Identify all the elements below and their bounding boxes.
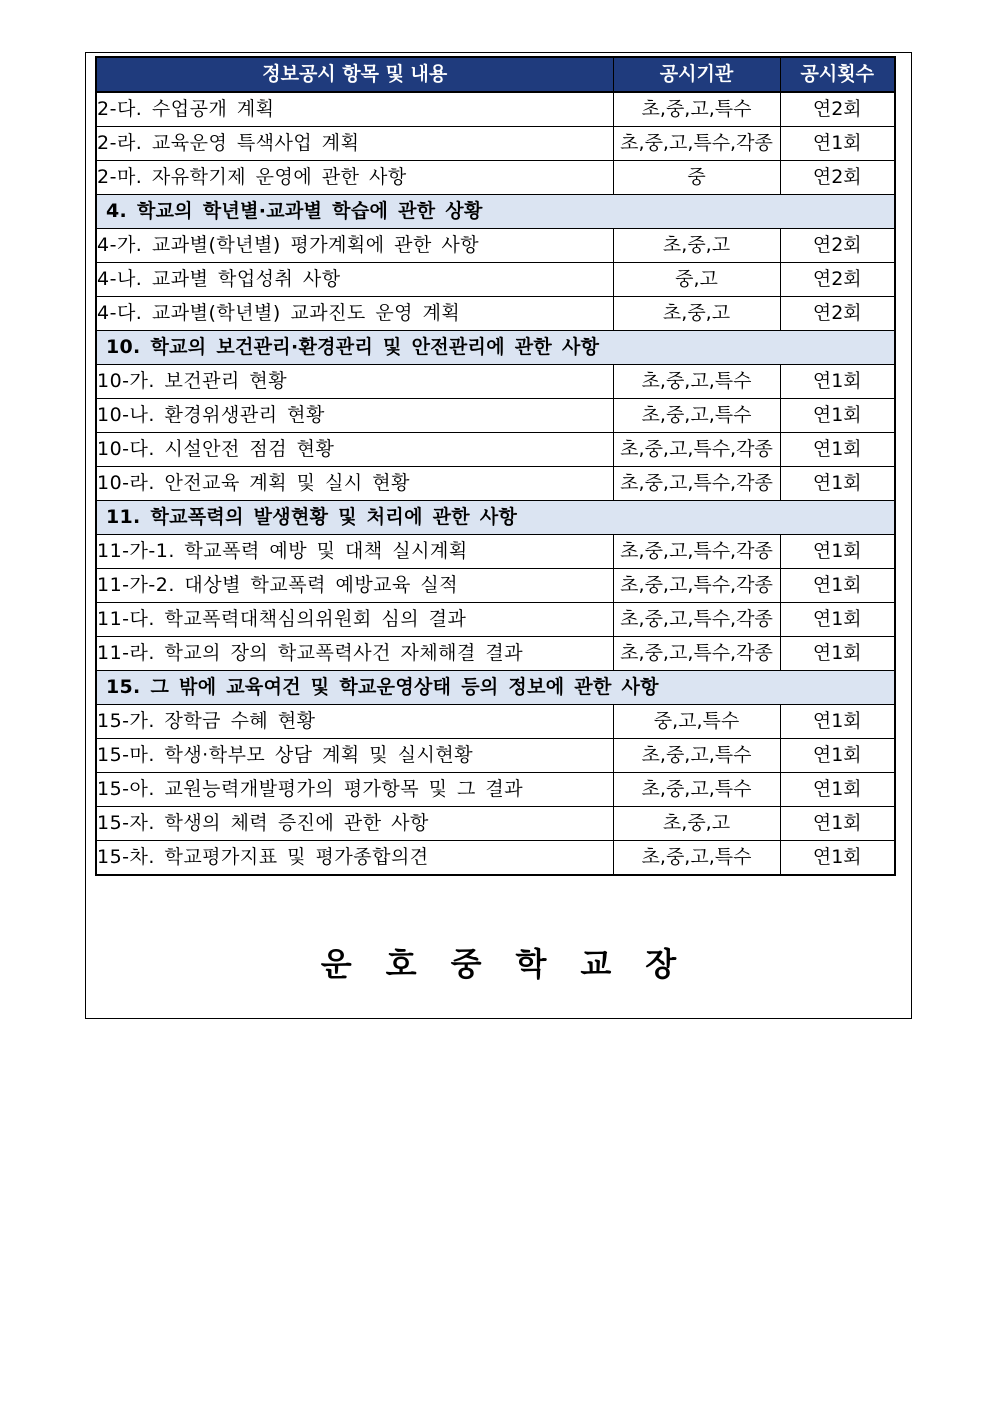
item-label: 15-자. 학생의 체력 증진에 관한 사항 [96,807,613,841]
disclosure-table [95,56,896,876]
item-label: 10-다. 시설안전 점검 현황 [96,433,613,467]
table-header-row [96,57,895,92]
item-frequency: 연1회 [780,705,895,739]
item-agency: 초,중,고,특수,각종 [613,637,780,671]
item-frequency: 연1회 [780,807,895,841]
section-title: 15. 그 밖에 교육여건 및 학교운영상태 등의 정보에 관한 사항 [96,671,895,705]
item-agency: 초,중,고,특수 [613,841,780,876]
item-agency: 중 [613,161,780,195]
table-row [96,807,895,841]
item-label: 11-가-2. 대상별 학교폭력 예방교육 실적 [96,569,613,603]
item-label: 10-라. 안전교육 계획 및 실시 현황 [96,467,613,501]
item-label: 15-마. 학생·학부모 상담 계획 및 실시현황 [96,739,613,773]
item-frequency: 연2회 [780,297,895,331]
item-label: 10-가. 보건관리 현황 [96,365,613,399]
section-title: 4. 학교의 학년별·교과별 학습에 관한 상황 [96,195,895,229]
item-frequency: 연1회 [780,127,895,161]
item-frequency: 연2회 [780,229,895,263]
item-frequency: 연2회 [780,92,895,127]
item-agency: 중,고 [613,263,780,297]
table-row [96,467,895,501]
item-label: 15-아. 교원능력개발평가의 평가항목 및 그 결과 [96,773,613,807]
item-agency: 초,중,고,특수 [613,92,780,127]
table-row [96,297,895,331]
item-label: 15-차. 학교평가지표 및 평가종합의견 [96,841,613,876]
table-row [96,637,895,671]
item-label: 2-마. 자유학기제 운영에 관한 사항 [96,161,613,195]
item-label: 4-가. 교과별(학년별) 평가계획에 관한 사항 [96,229,613,263]
table-row [96,535,895,569]
table-row [96,841,895,876]
item-agency: 초,중,고,특수 [613,399,780,433]
table-row [96,569,895,603]
item-label: 4-다. 교과별(학년별) 교과진도 운영 계획 [96,297,613,331]
item-agency: 초,중,고,특수 [613,365,780,399]
item-frequency: 연1회 [780,569,895,603]
item-frequency: 연1회 [780,603,895,637]
item-frequency: 연2회 [780,161,895,195]
table-row [96,365,895,399]
item-agency: 중,고,특수 [613,705,780,739]
item-label: 15-가. 장학금 수혜 현황 [96,705,613,739]
section-row [96,671,895,705]
item-frequency: 연1회 [780,365,895,399]
header-agency: 공시기관 [613,57,780,92]
item-agency: 초,중,고 [613,807,780,841]
item-agency: 초,중,고 [613,229,780,263]
table-row [96,127,895,161]
item-frequency: 연1회 [780,433,895,467]
item-label: 11-라. 학교의 장의 학교폭력사건 자체해결 결과 [96,637,613,671]
item-agency: 초,중,고,특수,각종 [613,433,780,467]
item-frequency: 연1회 [780,399,895,433]
table-body [96,92,895,875]
table-row [96,773,895,807]
item-frequency: 연1회 [780,535,895,569]
item-label: 2-라. 교육운영 특색사업 계획 [96,127,613,161]
section-row [96,501,895,535]
signature-school-principal: 운호중학교장 [320,945,711,983]
table-row [96,433,895,467]
item-agency: 초,중,고,특수 [613,739,780,773]
item-frequency: 연1회 [780,841,895,876]
item-label: 10-나. 환경위생관리 현황 [96,399,613,433]
table-row [96,229,895,263]
item-agency: 초,중,고,특수,각종 [613,127,780,161]
item-label: 2-다. 수업공개 계획 [96,92,613,127]
item-agency: 초,중,고,특수,각종 [613,603,780,637]
section-title: 10. 학교의 보건관리·환경관리 및 안전관리에 관한 사항 [96,331,895,365]
item-frequency: 연1회 [780,739,895,773]
item-agency: 초,중,고 [613,297,780,331]
header-frequency: 공시횟수 [780,57,895,92]
section-row [96,195,895,229]
table-row [96,399,895,433]
table-row [96,739,895,773]
item-label: 11-가-1. 학교폭력 예방 및 대책 실시계획 [96,535,613,569]
item-frequency: 연1회 [780,773,895,807]
item-agency: 초,중,고,특수 [613,773,780,807]
section-row [96,331,895,365]
table-row [96,92,895,127]
section-title: 11. 학교폭력의 발생현황 및 처리에 관한 사항 [96,501,895,535]
item-frequency: 연1회 [780,637,895,671]
item-label: 11-다. 학교폭력대책심의위원회 심의 결과 [96,603,613,637]
header-item: 정보공시 항목 및 내용 [96,57,613,92]
table-row [96,705,895,739]
item-agency: 초,중,고,특수,각종 [613,569,780,603]
item-agency: 초,중,고,특수,각종 [613,535,780,569]
item-frequency: 연2회 [780,263,895,297]
item-label: 4-나. 교과별 학업성취 사항 [96,263,613,297]
table-row [96,603,895,637]
item-agency: 초,중,고,특수,각종 [613,467,780,501]
table-row [96,161,895,195]
item-frequency: 연1회 [780,467,895,501]
table-row [96,263,895,297]
